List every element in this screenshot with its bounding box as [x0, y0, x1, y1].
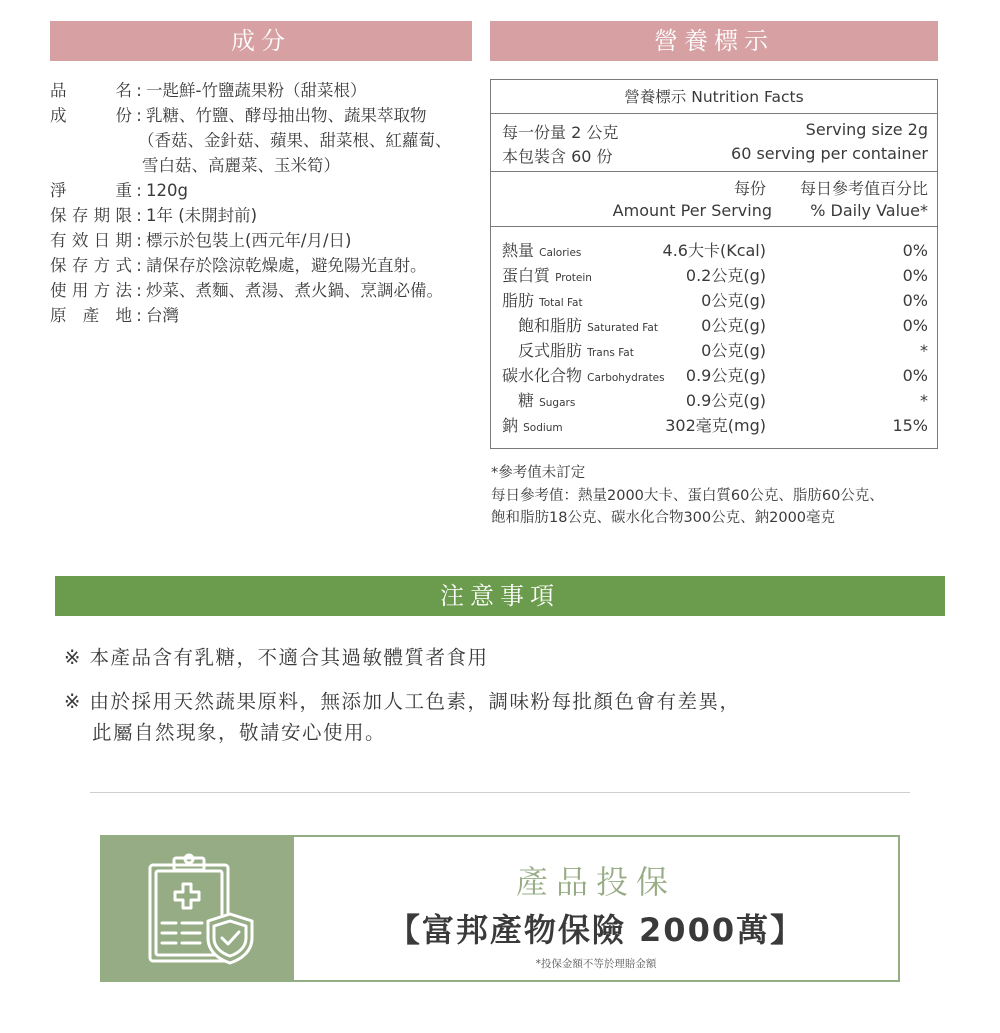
label-shelf-life: 保存期限 — [50, 206, 132, 225]
nutrient-amount: 0.9公克(g) — [685, 391, 766, 410]
nutrient-name — [518, 313, 658, 341]
nutrient-row — [491, 338, 937, 363]
nutrient-amount: 0公克(g) — [701, 316, 766, 335]
nutrient-row — [491, 413, 937, 438]
nutrient-name — [518, 338, 634, 366]
insurance-title: 產品投保 — [515, 863, 676, 901]
caution-lactose: ※ 本產品含有乳糖，不適合其過敏體質者食用 — [64, 646, 489, 669]
value-expiry: 標示於包裝上(西元年/月/日) — [146, 231, 352, 250]
nutrient-name — [502, 238, 581, 266]
nutrient-row — [491, 288, 937, 313]
nutrient-name-zh: 碳水化合物 — [502, 366, 583, 385]
per-serving-zh: 每份 — [733, 179, 766, 198]
nutrient-name — [518, 388, 575, 416]
label-product-name: 品名 — [50, 81, 132, 100]
ingredient-row-storage: 保存方式 : 請保存於陰涼乾燥處，避免陽光直射。 — [50, 253, 480, 278]
value-storage: 請保存於陰涼乾燥處，避免陽光直射。 — [146, 256, 427, 275]
nutrient-name-zh: 飽和脂肪 — [518, 316, 583, 335]
nutrient-name — [502, 263, 592, 291]
ingredient-row-usage: 使用方法 : 炒菜、煮麵、煮湯、煮火鍋、烹調必備。 — [50, 278, 480, 303]
note-daily-reference-2: 飽和脂肪18公克、碳水化合物300公克、鈉2000毫克 — [491, 510, 836, 526]
serving-size-zh: 每一份量 2 公克 — [502, 123, 619, 142]
nutrient-name-en: Protein — [555, 272, 592, 284]
serving-info — [491, 114, 937, 172]
nutrient-row — [491, 263, 937, 288]
label-usage: 使用方法 — [50, 281, 132, 300]
servings-per-container-zh: 本包裝含 60 份 — [502, 147, 613, 166]
nutrient-name-en: Sodium — [523, 422, 563, 434]
label-expiry: 有效日期 — [50, 231, 132, 250]
nutrient-daily-percent: 0% — [902, 266, 928, 285]
ingredient-row-weight: 淨重 : 120g — [50, 178, 480, 203]
insurance-icon-panel — [102, 837, 294, 980]
nutrient-row — [491, 363, 937, 388]
insurance-company: 【富邦產物保險 2000萬】 — [387, 911, 805, 949]
nutrient-amount: 0公克(g) — [701, 341, 766, 360]
daily-value-zh: 每日參考值百分比 — [799, 179, 928, 198]
value-usage: 炒菜、煮麵、煮湯、煮火鍋、烹調必備。 — [146, 281, 443, 300]
insurance-box — [100, 835, 900, 982]
nutrition-table — [490, 79, 938, 449]
label-origin: 原產地 — [50, 306, 132, 325]
nutrient-name-en: Sugars — [539, 397, 576, 409]
nutrient-amount: 0.9公克(g) — [685, 366, 766, 385]
section-divider — [90, 792, 910, 793]
nutrient-amount: 302毫克(mg) — [665, 416, 766, 435]
ingredients-header: 成分 — [50, 21, 472, 61]
value-components-cont-2: 雪白菇、高麗菜、玉米筍） — [142, 156, 340, 175]
nutrient-name-zh: 熱量 — [502, 241, 535, 260]
ingredient-row-shelf-life: 保存期限 : 1年 (未開封前) — [50, 203, 480, 228]
ingredient-row-origin: 原產地 : 台灣 — [50, 303, 480, 328]
nutrient-daily-percent: 0% — [902, 291, 928, 310]
nutrient-name-zh: 脂肪 — [502, 291, 535, 310]
caution-natural-phenomenon: 此屬自然現象，敬請安心使用。 — [92, 721, 387, 744]
nutrient-daily-percent: 15% — [892, 416, 928, 435]
nutrient-name — [502, 413, 563, 441]
insurance-footnote: *投保金額不等於理賠金額 — [535, 958, 657, 970]
per-serving-en: Amount Per Serving — [612, 201, 772, 220]
nutrient-name-en: Trans Fat — [587, 347, 634, 359]
nutrient-name-zh: 鈉 — [502, 416, 519, 435]
nutrition-title: 營養標示 Nutrition Facts — [491, 80, 937, 114]
nutrient-name-en: Calories — [539, 247, 582, 259]
per-serving-header — [491, 172, 937, 227]
value-origin: 台灣 — [146, 306, 179, 325]
servings-per-container-en: 60 serving per container — [731, 144, 928, 163]
label-storage: 保存方式 — [50, 256, 132, 275]
nutrient-name-zh: 蛋白質 — [502, 266, 551, 285]
nutrient-amount: 0公克(g) — [701, 291, 766, 310]
nutrient-amount: 0.2公克(g) — [685, 266, 766, 285]
nutrient-name-en: Carbohydrates — [587, 372, 665, 384]
nutrient-name-zh: 糖 — [518, 391, 535, 410]
label-components: 成份 — [50, 106, 132, 125]
nutrient-amount: 4.6大卡(Kcal) — [662, 241, 766, 260]
nutrient-daily-percent: 0% — [902, 241, 928, 260]
ingredient-row-components: 成份 : 乳糖、竹鹽、酵母抽出物、蔬果萃取物 — [50, 103, 480, 128]
value-components: 乳糖、竹鹽、酵母抽出物、蔬果萃取物 — [146, 106, 427, 125]
value-product-name: 一匙鮮-竹鹽蔬果粉（甜菜根） — [146, 81, 367, 100]
nutrient-row — [491, 238, 937, 263]
daily-value-en: % Daily Value* — [810, 201, 928, 220]
value-components-cont-1: （香菇、金針菇、蘋果、甜菜根、紅蘿蔔、 — [138, 131, 452, 150]
nutrient-name — [502, 288, 583, 316]
nutrient-name-en: Total Fat — [539, 297, 583, 309]
nutrition-notes — [491, 462, 884, 530]
ingredient-row-name: 品名 : 一匙鮮-竹鹽蔬果粉（甜菜根） — [50, 78, 480, 103]
serving-size-en: Serving size 2g — [805, 120, 928, 139]
label-net-weight: 淨重 — [50, 181, 132, 200]
nutrition-header: 營養標示 — [490, 21, 938, 61]
note-undetermined: *參考值未訂定 — [491, 465, 586, 481]
caution-header: 注意事項 — [55, 576, 945, 616]
ingredient-list — [50, 78, 480, 328]
nutrient-daily-percent: * — [920, 341, 928, 360]
value-shelf-life: 1年 (未開封前) — [146, 206, 258, 225]
caution-color-variation: ※ 由於採用天然蔬果原料，無添加人工色素，調味粉每批顏色會有差異， — [64, 690, 741, 713]
nutrient-name-zh: 反式脂肪 — [518, 341, 583, 360]
nutrient-name-en: Saturated Fat — [587, 322, 658, 334]
nutrient-daily-percent: 0% — [902, 366, 928, 385]
clipboard-shield-icon — [102, 837, 294, 980]
nutrient-name — [502, 363, 665, 391]
nutrient-daily-percent: 0% — [902, 316, 928, 335]
nutrient-row — [491, 313, 937, 338]
value-net-weight: 120g — [146, 181, 188, 200]
ingredient-row-expiry: 有效日期 : 標示於包裝上(西元年/月/日) — [50, 228, 480, 253]
nutrient-daily-percent: * — [920, 391, 928, 410]
note-daily-reference-1: 每日參考值：熱量2000大卡、蛋白質60公克、脂肪60公克、 — [491, 487, 884, 504]
nutrient-row — [491, 388, 937, 413]
